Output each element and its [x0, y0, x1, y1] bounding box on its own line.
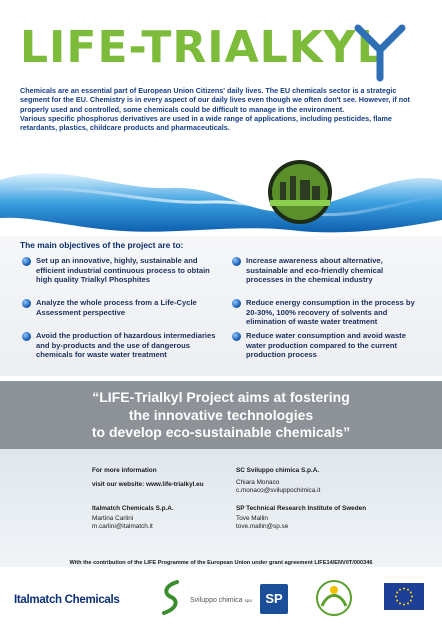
sc-email[interactable]: c.monaco@sviluppochimica.it	[236, 487, 321, 494]
website-link[interactable]: visit our website: www.life-trialkyl.eu	[92, 481, 204, 488]
objectives-section	[0, 236, 442, 376]
title-text: LIFE-TRIALKYL	[20, 22, 386, 73]
bullet-icon	[232, 299, 241, 308]
grant-note: With the contribution of the LIFE Programme of the European Union under grant agreement LIFE14/ENV/IT/000346	[69, 560, 373, 566]
quote-line: to develop eco-sustainable chemicals”	[91, 424, 351, 440]
quote-band	[0, 381, 442, 449]
intro-paragraph: Chemicals are an essential part of European Union Citizens' daily lives. The EU chemicals sector is a strategic segment for the EU. Chemistry is in every aspect of our daily lives even though we often don't see. However, if not properly used and controlled, some chemicals could be difficult to manage in the environment.	[20, 86, 410, 114]
intro-paragraph: Various specific phosphorus derivatives are used in a wide range of applications, including pesticides, flame retardants, plastics, childcare products and pharmaceuticals.	[20, 113, 392, 133]
sviluppo-spa: spa	[244, 598, 252, 603]
quote-line: the innovative technologies	[128, 406, 314, 423]
objective-text: Reduce energy consumption in the process by 20-30%, 100% recovery of solvents and elimination of waste water treatment	[246, 298, 415, 327]
sc-org: SC Sviluppo chimica S.p.A.	[236, 467, 320, 474]
objective-item	[22, 256, 212, 285]
sviluppo-chimica-text	[190, 597, 252, 604]
objective-text: Analyze the whole process from a Life-Cycle Assessment perspective	[36, 298, 197, 317]
project-title	[20, 22, 422, 84]
sp-org: SP Technical Research Institute of Sweden	[236, 505, 367, 512]
objectives-title: The main objectives of the project are to:	[20, 240, 184, 250]
contact-section	[0, 449, 442, 567]
quote-line: “LIFE-Trialkyl Project aims at fostering	[92, 389, 350, 405]
sp-contact-name: Tove Mallin	[236, 515, 268, 522]
bullet-icon	[22, 257, 31, 266]
molecule-logo-icon	[350, 22, 410, 82]
eu-flag-icon	[384, 583, 424, 610]
objective-item	[232, 256, 422, 285]
objective-text: Reduce water consumption and avoid waste water production compared to the current production process	[246, 331, 406, 360]
bullet-icon	[232, 332, 241, 341]
italmatch-logo-text: Italmatch Chemicals	[14, 594, 120, 606]
partner-logos	[0, 572, 442, 629]
objective-item	[232, 331, 424, 360]
sp-logo: SP	[260, 584, 288, 614]
objective-text: Set up an innovative, highly, sustainable and efficient industrial continuous process to obtain high quality Trialkyl Phosphites	[36, 256, 210, 285]
sviluppo-name: Sviluppo chimica	[190, 597, 243, 604]
life-programme-logo-icon	[314, 578, 354, 622]
bullet-icon	[22, 332, 31, 341]
italmatch-contact-name: Martina Carlini	[92, 515, 134, 522]
objective-text: Avoid the production of hazardous intermediaries and by-products and the use of dangerous chemicals for waste water treatment	[36, 331, 216, 360]
objective-item	[22, 331, 222, 360]
intro-text	[20, 86, 424, 132]
objective-item	[22, 298, 212, 317]
italmatch-email[interactable]: m.carlini@italmatch.it	[92, 523, 153, 530]
bullet-icon	[22, 299, 31, 308]
objective-text: Increase awareness about alternative, sustainable and eco-friendly chemical processes in the chemical industry	[246, 256, 384, 285]
sc-contact-name: Chiara Monaco	[236, 479, 280, 486]
water-wave-illustration	[0, 150, 442, 242]
italmatch-logo	[14, 592, 129, 614]
bullet-icon	[232, 257, 241, 266]
objective-item	[232, 298, 424, 327]
sp-email[interactable]: tove.mallin@sp.se	[236, 523, 289, 530]
project-quote	[0, 389, 442, 442]
info-label: For more information	[92, 467, 157, 474]
sviluppo-chimica-logo-icon	[160, 580, 182, 615]
italmatch-org: Italmatch Chemicals S.p.A.	[92, 505, 174, 512]
